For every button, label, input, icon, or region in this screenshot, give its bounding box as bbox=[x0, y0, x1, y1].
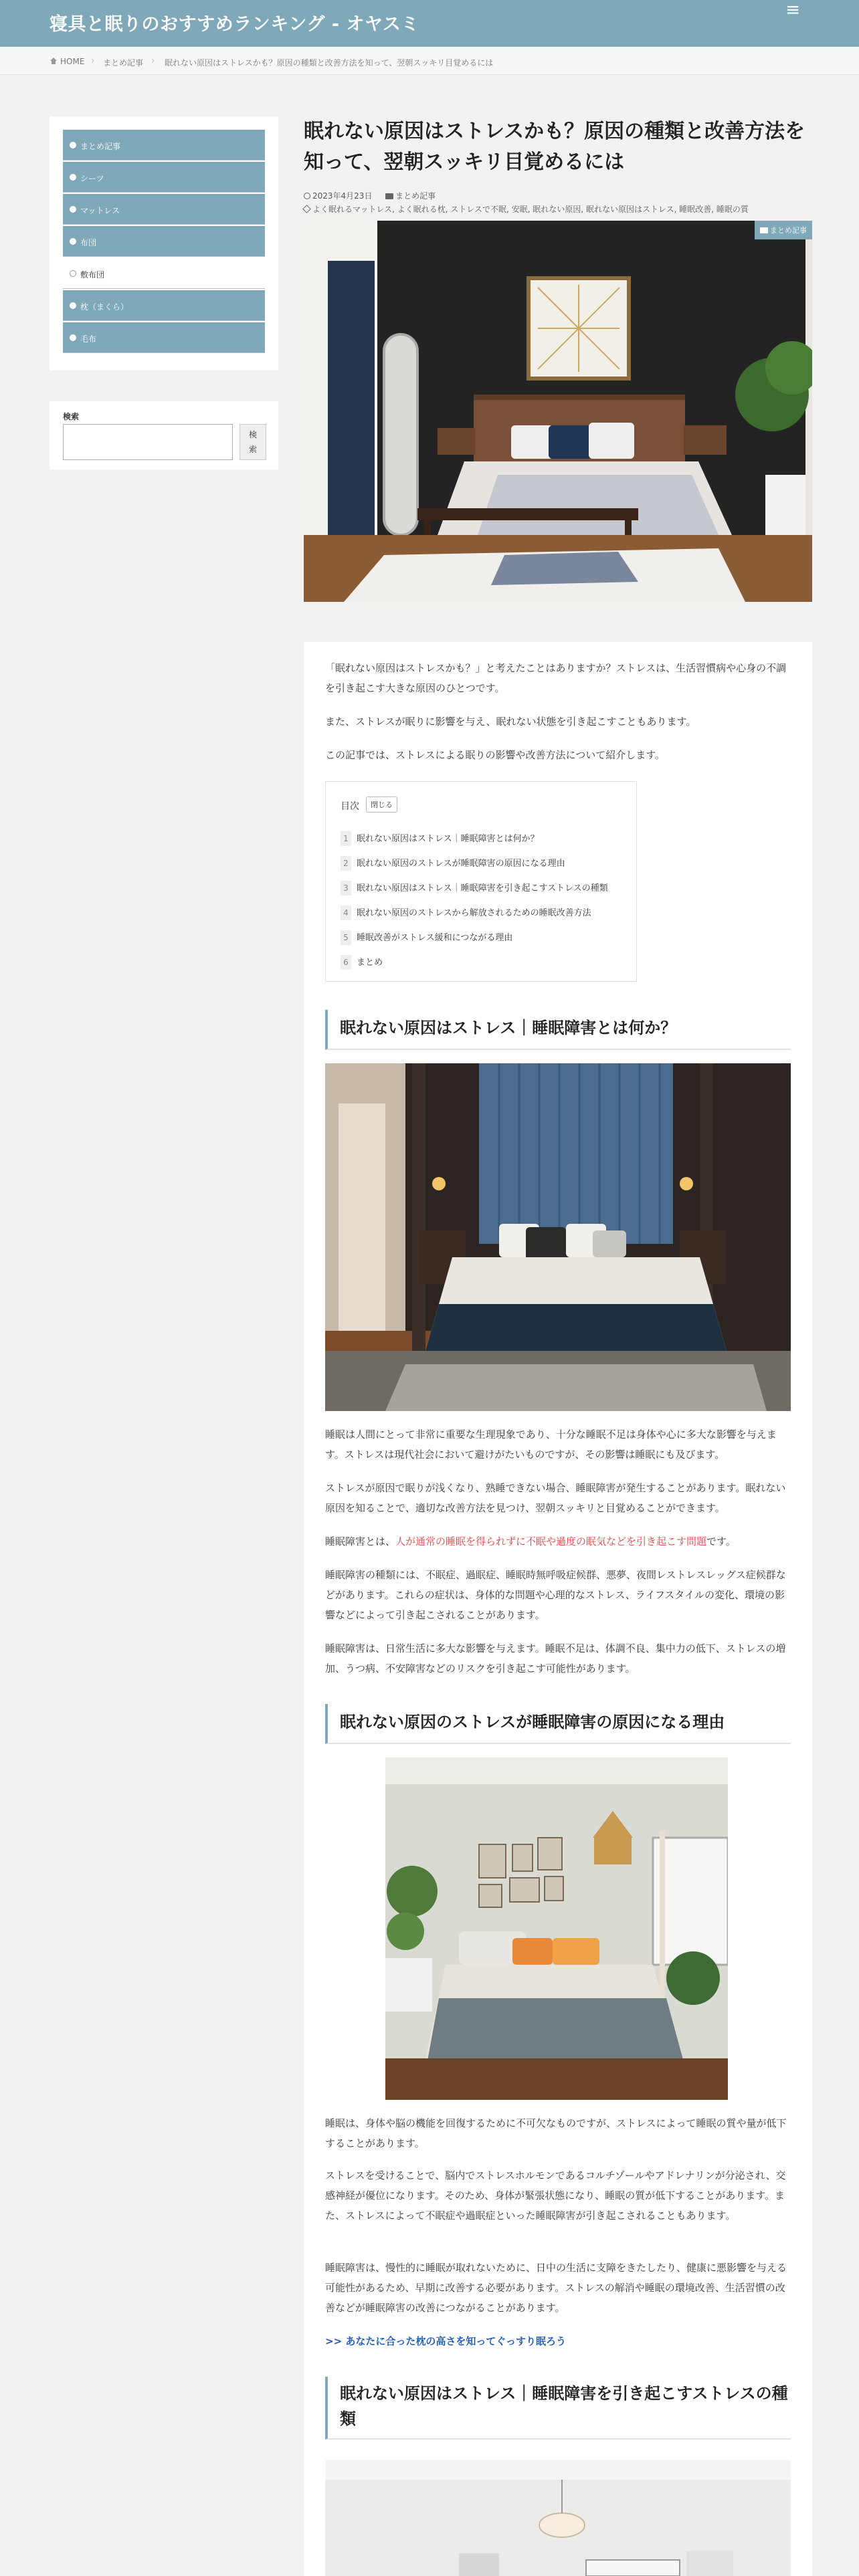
section2-paragraph-1: 睡眠は、身体や脳の機能を回復するために不可欠なものですが、ストレスによって睡眠の質や量が低下することがあります。 bbox=[325, 2117, 787, 2149]
hero-image bbox=[304, 221, 812, 602]
toc-item-label: 眠れない原因はストレス｜睡眠障害を引き起こすストレスの種類 bbox=[357, 883, 608, 893]
section-heading-2: 眠れない原因のストレスが睡眠障害の原因になる理由 bbox=[325, 1704, 791, 1744]
section1-paragraph-3 bbox=[325, 1531, 791, 1551]
home-icon bbox=[50, 58, 58, 65]
toc-item-label: 眠れない原因はストレス｜睡眠障害とは何か？ bbox=[357, 834, 539, 844]
search-input[interactable] bbox=[63, 424, 233, 460]
section1-paragraph-1: 睡眠は人間にとって非常に重要な生理現象であり、十分な睡眠不足は身体や心に多大な影響を与えます。ストレスは現代社会において避けがたいものですが、その影響は睡眠にも及びます。 bbox=[325, 1428, 777, 1461]
sidebar-item-label: 敷布団 bbox=[80, 270, 105, 280]
section3-image bbox=[325, 2460, 791, 2576]
text-span: 睡眠障害とは、 bbox=[325, 1535, 396, 1547]
breadcrumb-separator-icon: › bbox=[151, 56, 155, 66]
bullet-icon bbox=[70, 302, 76, 309]
sidebar-item-pillow[interactable] bbox=[63, 290, 265, 321]
post-category-link[interactable]: まとめ記事 bbox=[395, 191, 436, 201]
breadcrumb-home[interactable] bbox=[50, 57, 84, 66]
toc-number: 6 bbox=[341, 955, 351, 970]
category-badge-label: まとめ記事 bbox=[770, 226, 807, 235]
bullet-icon bbox=[70, 174, 76, 181]
bedroom-photo bbox=[304, 221, 812, 602]
folder-icon bbox=[760, 227, 768, 233]
breadcrumb-category[interactable]: まとめ記事 bbox=[103, 58, 144, 68]
breadcrumb bbox=[0, 47, 859, 75]
toc-item[interactable] bbox=[341, 831, 635, 846]
toc-number: 1 bbox=[341, 831, 351, 846]
sidebar-item-label: まとめ記事 bbox=[80, 142, 121, 151]
sidebar-item-shikibuton[interactable] bbox=[63, 258, 265, 289]
sidebar-item-matome[interactable] bbox=[63, 130, 265, 160]
bedroom-photo bbox=[325, 2460, 791, 2576]
post-tags-list[interactable]: よく眠れるマットレス, よく眠れる枕, ストレスで不眠, 安眠, 眠れない原因, 眠れない原因はストレス, 睡眠改善, 睡眠の質 bbox=[312, 205, 749, 214]
table-of-contents bbox=[325, 781, 637, 982]
section1-paragraph-5: 睡眠障害は、日常生活に多大な影響を与えます。睡眠不足は、体調不良、集中力の低下、ストレスの増加、うつ病、不安障害などのリスクを引き起こす可能性があります。 bbox=[325, 1642, 786, 1675]
article-body bbox=[304, 642, 812, 2576]
intro-paragraph-2: また、ストレスが眠りに影響を与え、眠れない状態を引き起こすこともあります。 bbox=[325, 716, 696, 728]
sidebar-item-label: マットレス bbox=[80, 206, 120, 215]
bullet-icon bbox=[70, 206, 76, 213]
toc-item-label: 睡眠改善がストレス緩和につながる理由 bbox=[357, 933, 513, 943]
highlighted-text: 人が通常の睡眠を得られずに不眠や過度の眠気などを引き起こす問題 bbox=[395, 1535, 707, 1547]
toc-item[interactable] bbox=[341, 930, 635, 945]
sidebar-item-label: 枕（まくら） bbox=[80, 302, 129, 312]
breadcrumb-current: 眠れない原因はストレスかも？原因の種類と改善方法を知って、翌朝スッキリ目覚めるには bbox=[165, 58, 494, 68]
sidebar-category-nav bbox=[50, 116, 278, 370]
toc-number: 4 bbox=[341, 905, 351, 920]
section-heading-3: 眠れない原因はストレス｜睡眠障害を引き起こすストレスの種類 bbox=[325, 2377, 791, 2440]
intro-paragraph-3: この記事では、ストレスによる眠りの影響や改善方法について紹介します。 bbox=[325, 749, 666, 761]
section1-paragraph-4: 睡眠障害の種類には、不眠症、過眠症、睡眠時無呼吸症候群、悪夢、夜間レストレスレッグス症候群などがあります。これらの症状は、身体的な問題や心理的なストレス、ライフスタイルの変化、環境の影響などによって引き起こされることがあります。 bbox=[325, 1569, 786, 1621]
toc-item[interactable] bbox=[341, 955, 635, 970]
bedroom-photo bbox=[325, 1063, 791, 1411]
breadcrumb-home-label: HOME bbox=[60, 57, 85, 66]
post-date: 2023年4月23日 bbox=[312, 191, 373, 201]
text-span: です。 bbox=[706, 1535, 736, 1547]
bedroom-photo bbox=[385, 1757, 728, 2100]
tag-icon bbox=[302, 205, 311, 213]
bullet-icon bbox=[70, 270, 76, 277]
toc-item[interactable] bbox=[341, 905, 635, 920]
search-label: 検索 bbox=[63, 412, 80, 421]
bullet-icon bbox=[70, 334, 76, 341]
section2-image bbox=[385, 1757, 728, 2100]
bullet-icon bbox=[70, 238, 76, 245]
search-button[interactable] bbox=[240, 424, 266, 460]
hamburger-menu-icon[interactable]: ≡ bbox=[785, 0, 800, 20]
toc-item-label: まとめ bbox=[357, 958, 383, 968]
sidebar-item-mattress[interactable] bbox=[63, 194, 265, 225]
category-badge[interactable] bbox=[755, 221, 812, 239]
toc-item-label: 眠れない原因のストレスが睡眠障害の原因になる理由 bbox=[357, 859, 565, 869]
post-meta bbox=[304, 190, 436, 201]
post-tags bbox=[304, 203, 749, 215]
section-heading-1: 眠れない原因はストレス｜睡眠障害とは何か？ bbox=[325, 1010, 791, 1050]
sidebar-item-label: 毛布 bbox=[80, 334, 97, 344]
search-button-label: 検索 bbox=[248, 430, 257, 454]
sidebar-item-blanket[interactable] bbox=[63, 322, 265, 353]
related-article-link[interactable]: >> あなたに合った枕の高さを知ってぐっすり眠ろう bbox=[325, 2335, 567, 2347]
toc-item[interactable] bbox=[341, 881, 635, 895]
site-title[interactable]: 寝具と眠りのおすすめランキング - オヤスミ bbox=[50, 14, 419, 35]
toc-item-label: 眠れない原因のストレスから解放されるための睡眠改善方法 bbox=[357, 908, 591, 918]
section2-paragraph-3: 睡眠障害は、慢性的に睡眠が取れないために、日中の生活に支障をきたしたり、健康に悪影響を与える可能性があるため、早期に改善する必要があります。ストレスの解消や睡眠の環境改善、生活習慣の改善などが睡眠障害の改善につながることがあります。 bbox=[325, 2262, 787, 2314]
section2-paragraph-2: ストレスを受けることで、脳内でストレスホルモンであるコルチゾールやアドレナリンが分泌され、交感神経が優位になります。そのため、身体が緊張状態になり、睡眠の質が低下することがあります。また、ストレスによって不眠症や過眠症といった睡眠障害が引き起こされることもあります。 bbox=[325, 2169, 786, 2222]
post-title: 眠れない原因はストレスかも？原因の種類と改善方法を知って、翌朝スッキリ目覚めるには bbox=[304, 120, 805, 174]
sidebar-item-futon[interactable] bbox=[63, 226, 265, 257]
section1-paragraph-2: ストレスが原因で眠りが浅くなり、熟睡できない場合、睡眠障害が発生することがあります。眠れない原因を知ることで、適切な改善方法を見つけ、翌朝スッキリと目覚めることができます。 bbox=[325, 1482, 786, 1514]
breadcrumb-separator-icon: › bbox=[91, 56, 95, 66]
sidebar-search bbox=[50, 401, 278, 469]
toc-item[interactable] bbox=[341, 856, 635, 871]
site-header bbox=[0, 0, 859, 47]
sidebar-item-sheets[interactable] bbox=[63, 162, 265, 193]
bullet-icon bbox=[70, 142, 76, 148]
intro-paragraph-1: 「眠れない原因はストレスかも？」と考えたことはありますか？ストレスは、生活習慣病や心身の不調を引き起こす大きな原因のひとつです。 bbox=[325, 662, 787, 694]
toc-title: 目次 bbox=[341, 801, 359, 812]
toc-close-button[interactable]: 閉じる bbox=[366, 796, 397, 813]
sidebar-item-label: 布団 bbox=[80, 238, 97, 247]
toc-number: 2 bbox=[341, 856, 351, 871]
section1-image bbox=[325, 1063, 791, 1411]
toc-number: 3 bbox=[341, 881, 351, 895]
clock-icon bbox=[304, 193, 310, 199]
toc-number: 5 bbox=[341, 930, 351, 945]
sidebar-item-label: シーツ bbox=[80, 174, 104, 183]
folder-icon bbox=[385, 193, 393, 199]
